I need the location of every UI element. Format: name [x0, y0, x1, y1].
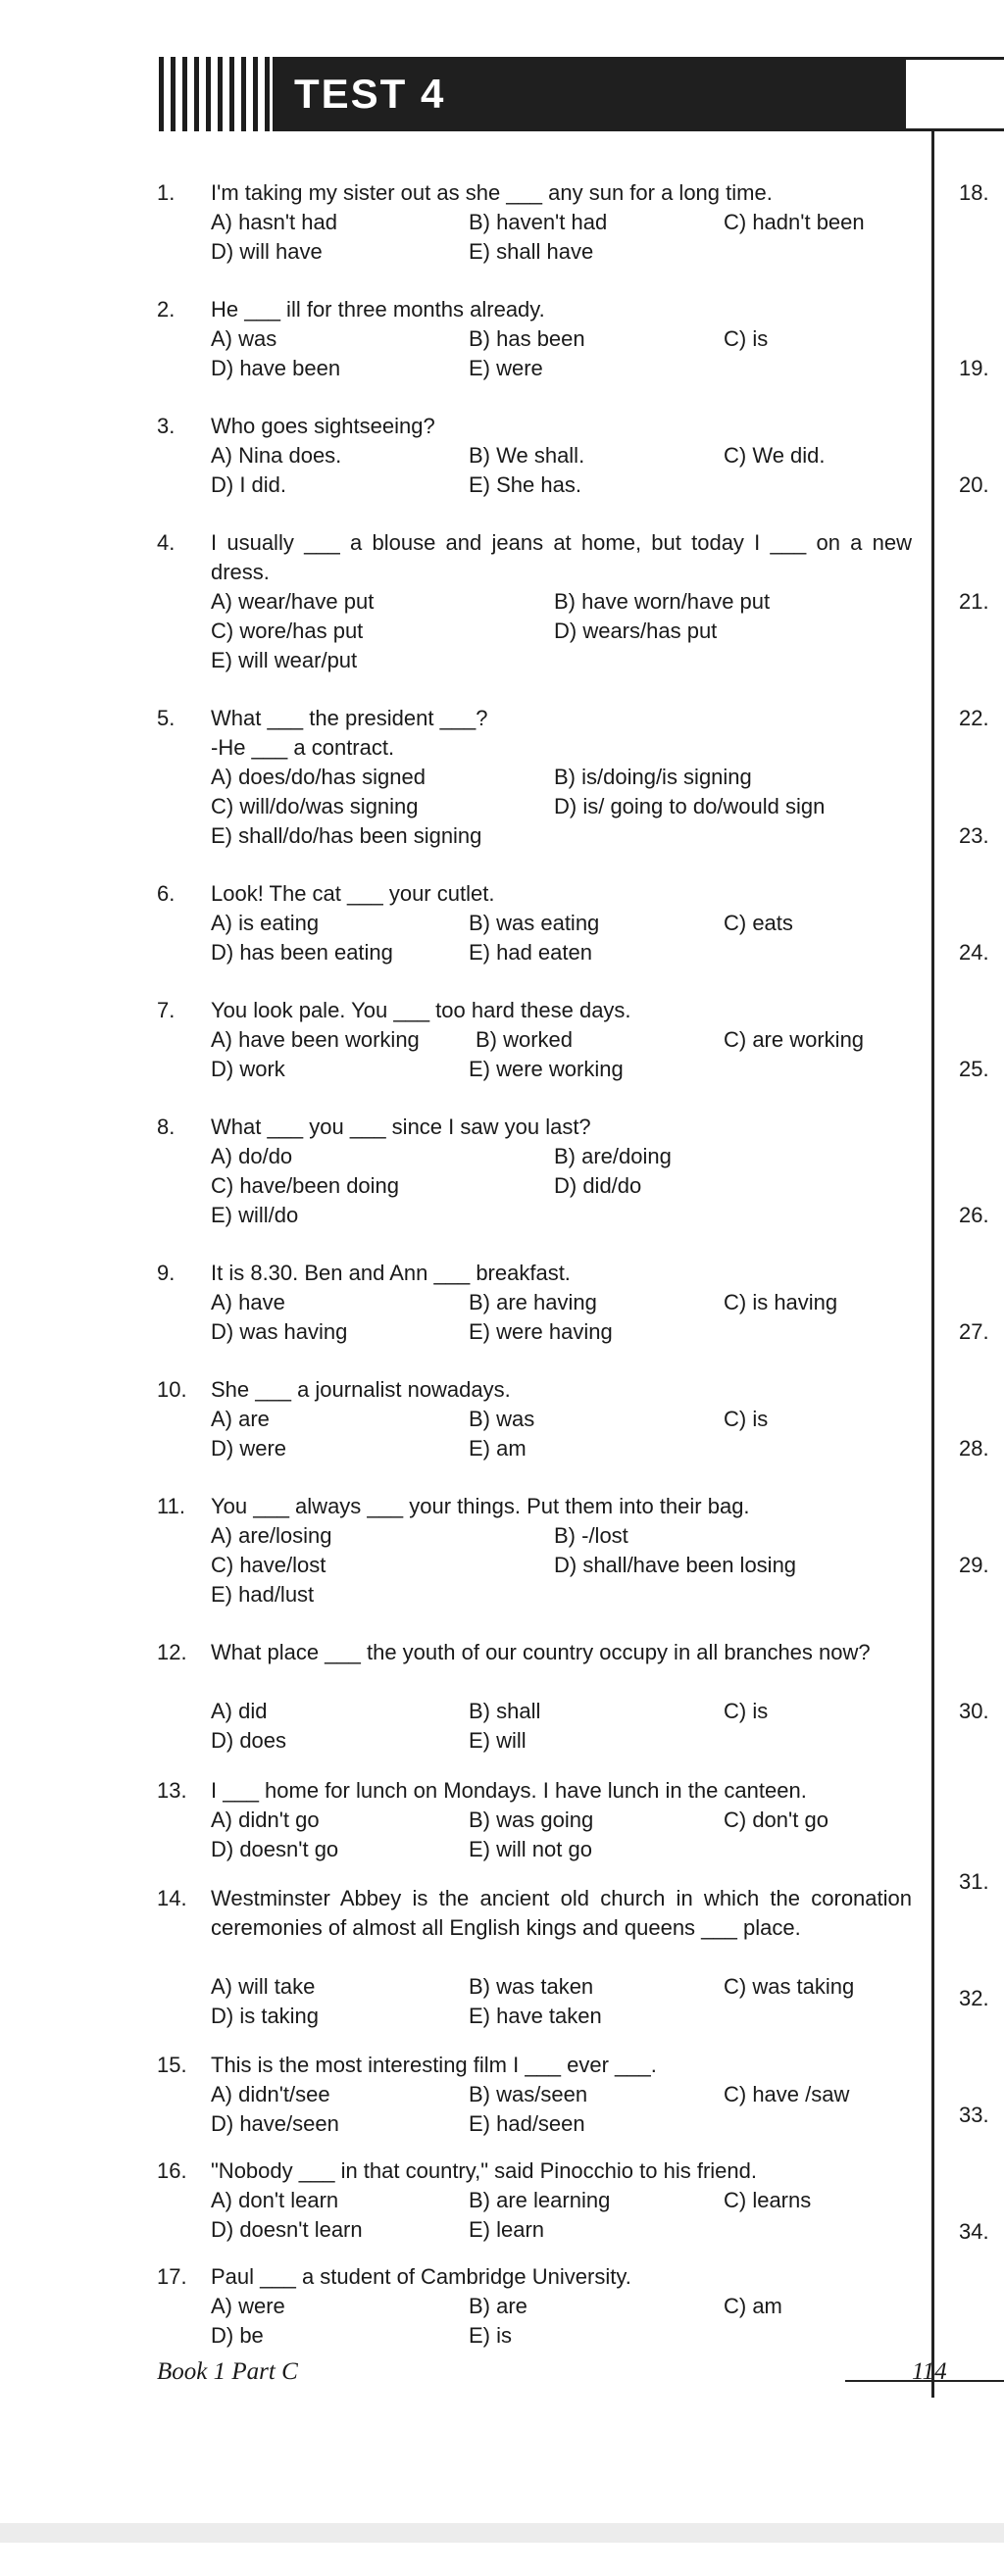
option-b: B) have worn/have put	[554, 589, 771, 614]
option-d: D) have/seen	[211, 2111, 339, 2136]
option-d: D) shall/have been losing	[554, 1553, 797, 1577]
side-number-26: 26.	[959, 1203, 989, 1227]
option-a: A) wear/have put	[211, 589, 375, 614]
option-d: D) have been	[211, 356, 341, 380]
option-d: D) is/ going to do/would sign	[554, 794, 826, 818]
option-e: E) learn	[469, 2217, 545, 2242]
option-a: A) didn't/see	[211, 2082, 330, 2106]
option-b: B) was taken	[469, 1974, 594, 1999]
option-d: D) has been eating	[211, 940, 393, 965]
option-b: B) haven't had	[469, 210, 608, 234]
side-number-25: 25.	[959, 1057, 989, 1081]
option-a: A) was	[211, 326, 277, 351]
question-3	[157, 412, 912, 500]
side-number-28: 28.	[959, 1436, 989, 1461]
question-number: 4.	[157, 530, 176, 555]
side-number-18: 18.	[959, 180, 989, 205]
question-stem: Paul ___ a student of Cambridge University.	[211, 2264, 631, 2289]
option-d: D) did/do	[554, 1173, 642, 1198]
option-a: A) didn't go	[211, 1808, 320, 1832]
question-number: 17.	[157, 2264, 187, 2289]
option-b: B) was eating	[469, 911, 600, 935]
page-title: TEST 4	[294, 71, 446, 117]
column-divider	[931, 131, 934, 2398]
option-e: E) have taken	[469, 2004, 602, 2028]
question-number: 2.	[157, 297, 176, 322]
side-number-29: 29.	[959, 1553, 989, 1577]
side-number-20: 20.	[959, 472, 989, 497]
option-e: E) had/lust	[211, 1582, 315, 1607]
side-number-24: 24.	[959, 940, 989, 965]
option-b: B) shall	[469, 1699, 541, 1723]
question-number: 11.	[157, 1494, 185, 1518]
option-c: C) hadn't been	[724, 210, 865, 234]
side-number-32: 32.	[959, 1986, 989, 2010]
option-d: D) is taking	[211, 2004, 320, 2028]
side-number-31: 31.	[959, 1869, 989, 1894]
question-stem: He ___ ill for three months already.	[211, 297, 545, 322]
option-c: C) is	[724, 326, 769, 351]
option-a: A) have been working	[211, 1027, 420, 1052]
question-17	[157, 2262, 912, 2351]
option-a: A) will take	[211, 1974, 316, 1999]
question-6	[157, 879, 912, 967]
question-1	[157, 178, 912, 267]
option-b: B) is/doing/is signing	[554, 765, 752, 789]
option-b: B) are learning	[469, 2188, 611, 2212]
option-c: C) is	[724, 1407, 769, 1431]
question-stem: I usually ___ a blouse and jeans at home, but today I ___ on a new dress.	[211, 530, 912, 584]
option-d: D) does	[211, 1728, 287, 1753]
option-d: D) doesn't go	[211, 1837, 339, 1861]
option-a: A) are	[211, 1407, 270, 1431]
option-d: D) will have	[211, 239, 323, 264]
option-a: A) hasn't had	[211, 210, 337, 234]
question-stem: Westminster Abbey is the ancient old church in which the coronation ceremonies of almost all English kings and queens ___ place.	[211, 1886, 912, 1940]
question-4	[157, 528, 912, 675]
side-number-30: 30.	[959, 1699, 989, 1723]
option-d: D) be	[211, 2323, 264, 2348]
option-e: E) will/do	[211, 1203, 299, 1227]
question-8	[157, 1113, 912, 1230]
option-b: B) -/lost	[554, 1523, 628, 1548]
option-e: E) will wear/put	[211, 648, 358, 672]
option-b: B) worked	[476, 1027, 574, 1052]
question-number: 10.	[157, 1377, 187, 1402]
option-b: B) are	[469, 2294, 527, 2318]
side-number-34: 34.	[959, 2219, 989, 2244]
bottom-gray-strip	[0, 2523, 1004, 2543]
option-a: A) does/do/has signed	[211, 765, 426, 789]
question-13	[157, 1776, 912, 1864]
option-b: B) was going	[469, 1808, 594, 1832]
option-c: C) have/been doing	[211, 1173, 400, 1198]
option-c: C) are working	[724, 1027, 865, 1052]
option-e: E) had eaten	[469, 940, 592, 965]
side-number-27: 27.	[959, 1319, 989, 1344]
option-b: B) was/seen	[469, 2082, 588, 2106]
side-number-22: 22.	[959, 706, 989, 730]
question-number: 14.	[157, 1886, 187, 1910]
option-d: D) I did.	[211, 472, 287, 497]
question-15	[157, 2051, 912, 2139]
option-d: D) doesn't learn	[211, 2217, 363, 2242]
question-stem: I'm taking my sister out as she ___ any sun for a long time.	[211, 180, 773, 205]
question-stem: I ___ home for lunch on Mondays. I have lunch in the canteen.	[211, 1778, 807, 1803]
dialogue-reply: -He ___ a contract.	[211, 735, 395, 760]
side-number-23: 23.	[959, 823, 989, 848]
question-stem: You ___ always ___ your things. Put them into their bag.	[211, 1494, 750, 1518]
option-a: A) do/do	[211, 1144, 293, 1168]
option-c: C) We did.	[724, 443, 826, 468]
option-c: C) will/do/was signing	[211, 794, 419, 818]
option-e: E) had/seen	[469, 2111, 585, 2136]
option-b: B) was	[469, 1407, 535, 1431]
option-b: B) are having	[469, 1290, 597, 1314]
question-stem: She ___ a journalist nowadays.	[211, 1377, 511, 1402]
option-c: C) wore/has put	[211, 619, 364, 643]
option-b: B) We shall.	[469, 443, 585, 468]
question-stem: You look pale. You ___ too hard these days.	[211, 998, 631, 1022]
question-7	[157, 996, 912, 1084]
question-stem: What ___ the president ___?	[211, 706, 488, 730]
option-c: C) was taking	[724, 1974, 855, 1999]
option-e: E) shall/do/has been signing	[211, 823, 482, 848]
question-stem: "Nobody ___ in that country," said Pinocchio to his friend.	[211, 2158, 757, 2183]
option-d: D) were	[211, 1436, 287, 1461]
option-e: E) am	[469, 1436, 527, 1461]
option-a: A) are/losing	[211, 1523, 332, 1548]
option-e: E) will	[469, 1728, 527, 1753]
option-e: E) will not go	[469, 1837, 592, 1861]
option-c: C) have /saw	[724, 2082, 850, 2106]
question-number: 12.	[157, 1640, 187, 1664]
question-number: 13.	[157, 1778, 187, 1803]
side-number-21: 21.	[959, 589, 989, 614]
side-number-19: 19.	[959, 356, 989, 380]
option-e: E) were having	[469, 1319, 613, 1344]
question-number: 5.	[157, 706, 176, 730]
question-9	[157, 1259, 912, 1347]
option-e: E) were working	[469, 1057, 624, 1081]
question-number: 9.	[157, 1261, 176, 1285]
option-d: D) wears/has put	[554, 619, 718, 643]
option-a: A) is eating	[211, 911, 320, 935]
option-e: E) shall have	[469, 239, 594, 264]
question-2	[157, 295, 912, 383]
question-number: 7.	[157, 998, 176, 1022]
option-d: D) work	[211, 1057, 285, 1081]
question-number: 3.	[157, 414, 176, 438]
question-10	[157, 1375, 912, 1463]
question-11	[157, 1492, 912, 1610]
option-c: C) is	[724, 1699, 769, 1723]
header-decoration-bars	[159, 57, 281, 131]
question-16	[157, 2156, 912, 2245]
option-d: D) was having	[211, 1319, 348, 1344]
option-c: C) have/lost	[211, 1553, 326, 1577]
option-c: C) don't go	[724, 1808, 828, 1832]
question-12	[157, 1638, 912, 1756]
option-a: A) were	[211, 2294, 285, 2318]
option-b: B) are/doing	[554, 1144, 672, 1168]
option-a: A) have	[211, 1290, 285, 1314]
question-stem: What ___ you ___ since I saw you last?	[211, 1115, 591, 1139]
option-a: A) Nina does.	[211, 443, 342, 468]
question-stem: What place ___ the youth of our country occupy in all branches now?	[211, 1640, 871, 1664]
option-c: C) learns	[724, 2188, 812, 2212]
question-number: 16.	[157, 2158, 187, 2183]
question-stem: This is the most interesting film I ___ ever ___.	[211, 2053, 657, 2077]
question-number: 1.	[157, 180, 176, 205]
book-reference: Book 1 Part C	[157, 2358, 298, 2385]
question-5	[157, 704, 912, 851]
page-number: 114	[912, 2358, 947, 2385]
question-stem: Look! The cat ___ your cutlet.	[211, 881, 495, 906]
option-b: B) has been	[469, 326, 585, 351]
question-stem: Who goes sightseeing?	[211, 414, 435, 438]
question-number: 8.	[157, 1115, 176, 1139]
question-stem: It is 8.30. Ben and Ann ___ breakfast.	[211, 1261, 571, 1285]
header-side-box	[906, 57, 1004, 131]
option-e: E) She has.	[469, 472, 581, 497]
option-a: A) don't learn	[211, 2188, 339, 2212]
option-a: A) did	[211, 1699, 268, 1723]
option-e: E) were	[469, 356, 543, 380]
option-c: C) is having	[724, 1290, 838, 1314]
option-c: C) am	[724, 2294, 782, 2318]
question-14	[157, 1884, 912, 2031]
side-number-33: 33.	[959, 2103, 989, 2127]
option-c: C) eats	[724, 911, 793, 935]
option-e: E) is	[469, 2323, 512, 2348]
question-number: 6.	[157, 881, 176, 906]
question-number: 15.	[157, 2053, 187, 2077]
